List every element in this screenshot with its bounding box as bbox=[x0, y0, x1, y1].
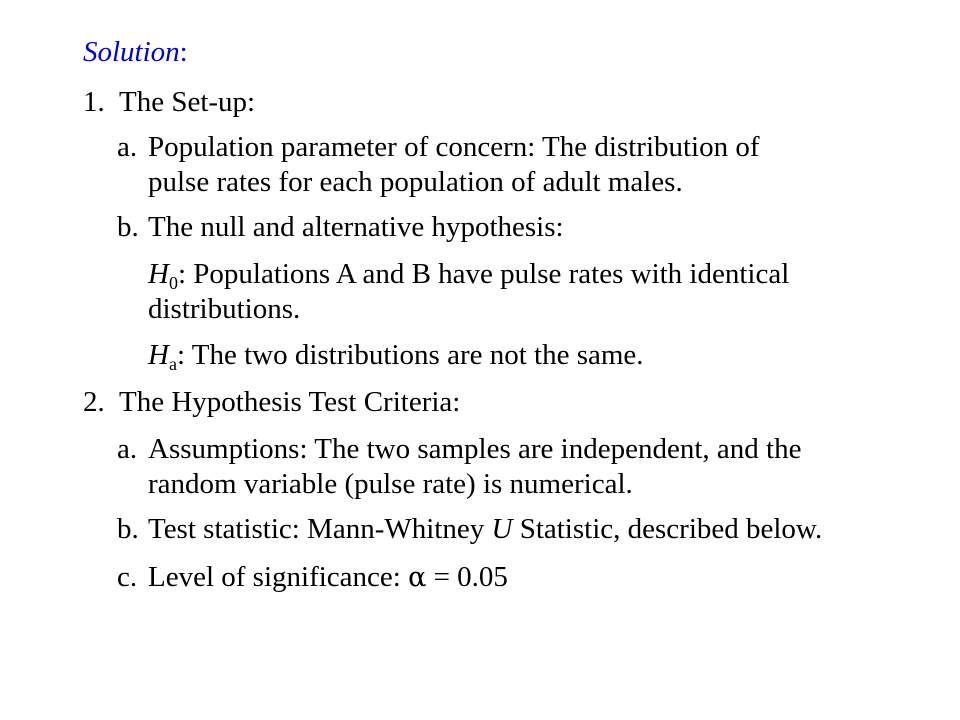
item-1a-text-line2: pulse rates for each population of adult males. bbox=[148, 166, 683, 198]
item-2b-text-pre: Test statistic: Mann-Whitney bbox=[148, 513, 492, 545]
solution-label: Solution bbox=[83, 36, 180, 68]
item-2c-text-pre: Level of significance: bbox=[148, 561, 409, 593]
item-1b-text: The null and alternative hypothesis: bbox=[148, 211, 564, 243]
item-2-text: The Hypothesis Test Criteria: bbox=[119, 386, 461, 418]
item-1a-letter: a. bbox=[117, 131, 138, 163]
item-2b-text-post: Statistic, described below. bbox=[512, 513, 823, 545]
null-hypothesis-line1 bbox=[148, 257, 789, 291]
item-2c-text-post: = 0.05 bbox=[426, 561, 508, 593]
item-2b-text bbox=[148, 512, 822, 546]
item-2c-letter: c. bbox=[117, 561, 138, 593]
item-2b-letter: b. bbox=[117, 513, 139, 545]
h0-subscript: 0 bbox=[168, 273, 178, 293]
alpha-symbol: α bbox=[408, 562, 427, 593]
u-symbol: U bbox=[491, 513, 513, 545]
item-1-number: 1. bbox=[83, 86, 105, 118]
item-2a-text-line2: random variable (pulse rate) is numerical. bbox=[148, 468, 633, 500]
item-1a-text-line1: Population parameter of concern: The distribution of bbox=[148, 131, 760, 163]
item-1-text: The Set-up: bbox=[119, 86, 256, 118]
item-2-number: 2. bbox=[83, 386, 105, 418]
ha-subscript: a bbox=[168, 354, 177, 374]
item-2a-letter: a. bbox=[117, 433, 138, 465]
item-1b-letter: b. bbox=[117, 211, 139, 243]
h0-text: : Populations A and B have pulse rates with identical bbox=[177, 258, 790, 290]
ha-text: : The two distributions are not the same. bbox=[176, 339, 644, 371]
alternative-hypothesis-line bbox=[148, 338, 644, 372]
solution-colon: : bbox=[179, 36, 188, 68]
null-hypothesis-line2: distributions. bbox=[148, 293, 301, 325]
item-2c-text bbox=[148, 560, 508, 595]
item-2a-text-line1: Assumptions: The two samples are independent, and the bbox=[148, 433, 802, 465]
solution-heading bbox=[83, 35, 188, 69]
ha-symbol: H bbox=[148, 339, 169, 371]
h0-symbol: H bbox=[148, 258, 169, 290]
